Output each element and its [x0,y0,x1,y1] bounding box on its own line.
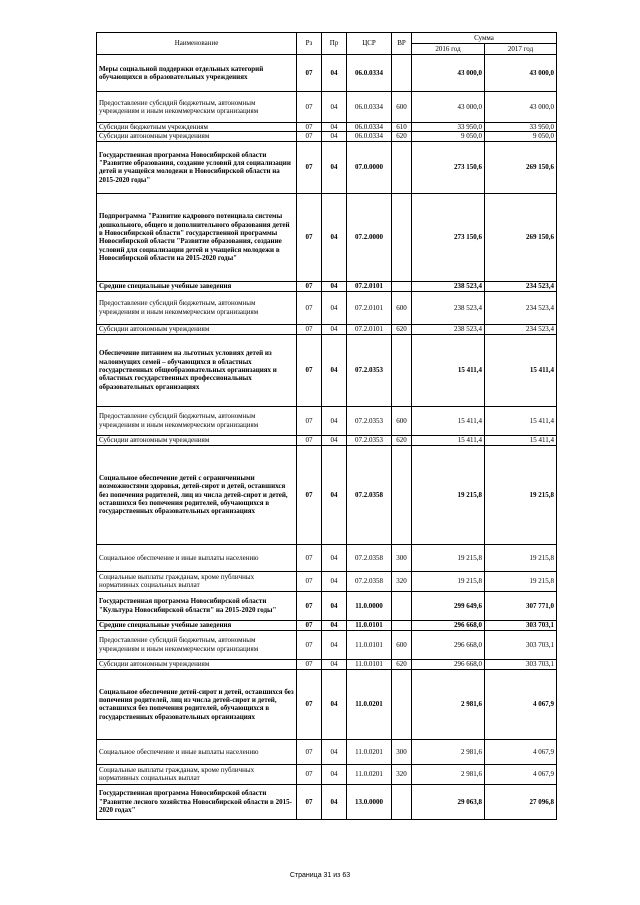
cell-name: Субсидии автономным учреждениям [97,659,297,669]
table-row [97,669,557,739]
cell-name: Социальное обеспечение детей с ограниченными возможностями здоровья, детей-сирот и детей, оставшихся без попечения родителей, лиц из числа детей-сирот и детей, оставшихся без попечения родителей, обучающихся в государственных образовательных организациях [97,445,297,544]
cell-s1: 43 000,0 [412,92,485,123]
cell-name: Средние специальные учебные заведения [97,620,297,630]
cell-s2: 234 523,4 [485,291,557,324]
cell-csr: 11.0.0201 [347,739,392,764]
header-vr: ВР [392,33,412,55]
cell-s2: 15 411,4 [485,406,557,435]
cell-rz: 07 [297,659,322,669]
cell-vr: 620 [392,435,412,445]
cell-pr: 04 [322,571,347,591]
cell-pr: 04 [322,324,347,334]
cell-s2: 4 067,9 [485,764,557,784]
cell-rz: 07 [297,739,322,764]
cell-vr: 600 [392,291,412,324]
cell-rz: 07 [297,435,322,445]
cell-name: Субсидии автономным учреждениям [97,435,297,445]
cell-vr: 620 [392,132,412,141]
cell-pr: 04 [322,55,347,92]
cell-pr: 04 [322,334,347,406]
cell-csr: 07.2.0101 [347,324,392,334]
cell-csr: 07.2.0353 [347,406,392,435]
cell-rz: 07 [297,334,322,406]
cell-rz: 07 [297,406,322,435]
header-year-2016: 2016 год [412,44,485,55]
cell-csr: 11.0.0101 [347,659,392,669]
table-row [97,445,557,544]
cell-name: Субсидии автономным учреждениям [97,324,297,334]
cell-s2: 19 215,8 [485,445,557,544]
cell-s2: 43 000,0 [485,92,557,123]
cell-pr: 04 [322,669,347,739]
cell-pr: 04 [322,132,347,141]
cell-vr [392,669,412,739]
cell-s1: 2 981,6 [412,669,485,739]
cell-name: Предоставление субсидий бюджетным, автономным учреждениям и иным некоммерческим организациям [97,92,297,123]
cell-rz: 07 [297,764,322,784]
table-row [97,291,557,324]
cell-name: Предоставление субсидий бюджетным, автономным учреждениям и иным некоммерческим организациям [97,291,297,324]
cell-rz: 07 [297,141,322,193]
header-rz: Рз [297,33,322,55]
cell-csr: 07.0.0000 [347,141,392,193]
header-pr: Пр [322,33,347,55]
cell-rz: 07 [297,571,322,591]
cell-vr [392,445,412,544]
cell-s1: 238 523,4 [412,281,485,291]
cell-name: Предоставление субсидий бюджетным, автономным учреждениям и иным некоммерческим организациям [97,630,297,659]
cell-rz: 07 [297,445,322,544]
cell-s2: 307 771,0 [485,591,557,620]
cell-vr: 300 [392,739,412,764]
cell-csr: 07.2.0358 [347,445,392,544]
table-row [97,334,557,406]
cell-name: Социальные выплаты гражданам, кроме публичных нормативных социальных выплат [97,571,297,591]
cell-pr: 04 [322,291,347,324]
cell-rz: 07 [297,784,322,819]
cell-vr [392,281,412,291]
cell-s1: 43 000,0 [412,55,485,92]
cell-name: Государственная программа Новосибирской области "Развитие образования, создание условий для социализации детей и учащейся молодежи в Новосибирской области на 2015-2020 годы" [97,141,297,193]
cell-s1: 296 668,0 [412,620,485,630]
page-number: Страница 31 из 63 [289,872,351,879]
cell-s2: 33 950,0 [485,123,557,132]
cell-vr: 600 [392,406,412,435]
cell-s2: 19 215,8 [485,571,557,591]
cell-s1: 238 523,4 [412,291,485,324]
cell-rz: 07 [297,55,322,92]
cell-rz: 07 [297,630,322,659]
table-row [97,435,557,445]
cell-csr: 06.0.0334 [347,132,392,141]
cell-name: Субсидии автономным учреждениям [97,132,297,141]
table-row [97,591,557,620]
cell-vr: 600 [392,630,412,659]
header-year-2017: 2017 год [485,44,557,55]
cell-name: Социальные выплаты гражданам, кроме публичных нормативных социальных выплат [97,764,297,784]
table-row [97,764,557,784]
cell-name: Подпрограмма "Развитие кадрового потенциала системы дошкольного, общего и дополнительного образования детей в Новосибирской области" государственной программы Новосибирской области "Развитие образования, создание условий для социализации детей и учащейся молодежи в Новосибирской области на 2015-2020 годы" [97,193,297,281]
cell-csr: 07.2.0101 [347,291,392,324]
cell-name: Социальное обеспечение и иные выплаты населению [97,739,297,764]
cell-name: Субсидии бюджетным учреждениям [97,123,297,132]
cell-vr [392,334,412,406]
cell-pr: 04 [322,193,347,281]
cell-csr: 06.0.0334 [347,123,392,132]
cell-csr: 11.0.0101 [347,630,392,659]
cell-s2: 303 703,1 [485,659,557,669]
cell-name: Предоставление субсидий бюджетным, автономным учреждениям и иным некоммерческим организациям [97,406,297,435]
table-row [97,571,557,591]
cell-csr: 11.0.0201 [347,669,392,739]
cell-s2: 234 523,4 [485,324,557,334]
cell-pr: 04 [322,544,347,571]
cell-vr [392,193,412,281]
cell-name: Социальное обеспечение и иные выплаты населению [97,544,297,571]
cell-s1: 33 950,0 [412,123,485,132]
cell-s1: 273 150,6 [412,193,485,281]
cell-rz: 07 [297,324,322,334]
cell-vr [392,55,412,92]
table-row [97,544,557,571]
cell-csr: 11.0.0000 [347,591,392,620]
cell-s1: 19 215,8 [412,544,485,571]
table-body [97,55,557,820]
cell-pr: 04 [322,630,347,659]
cell-s1: 296 668,0 [412,630,485,659]
cell-s2: 15 411,4 [485,334,557,406]
cell-s2: 19 215,8 [485,544,557,571]
cell-pr: 04 [322,141,347,193]
cell-s1: 15 411,4 [412,406,485,435]
cell-rz: 07 [297,591,322,620]
cell-pr: 04 [322,123,347,132]
cell-rz: 07 [297,123,322,132]
cell-s1: 19 215,8 [412,445,485,544]
table-row [97,281,557,291]
header-name: Наименование [97,33,297,55]
cell-csr: 07.2.0353 [347,334,392,406]
table-row [97,620,557,630]
cell-s1: 19 215,8 [412,571,485,591]
cell-name: Меры социальной поддержки отдельных категорий обучающихся в образовательных учреждениях [97,55,297,92]
cell-csr: 07.2.0353 [347,435,392,445]
cell-s2: 269 150,6 [485,141,557,193]
table-row [97,324,557,334]
cell-name: Средние специальные учебные заведения [97,281,297,291]
cell-pr: 04 [322,784,347,819]
cell-pr: 04 [322,764,347,784]
cell-rz: 07 [297,281,322,291]
cell-name: Социальное обеспечение детей-сирот и детей, оставшихся без попечения родителей, лиц из числа детей-сирот и детей, оставшихся без попечения родителей, обучающихся в государственных образовательных организациях [97,669,297,739]
cell-s2: 9 050,0 [485,132,557,141]
cell-rz: 07 [297,620,322,630]
cell-pr: 04 [322,435,347,445]
cell-pr: 04 [322,445,347,544]
cell-vr: 300 [392,544,412,571]
cell-s1: 9 050,0 [412,132,485,141]
cell-s2: 269 150,6 [485,193,557,281]
table-row [97,55,557,92]
cell-pr: 04 [322,739,347,764]
header-sum: Сумма [412,33,557,44]
cell-s1: 299 649,6 [412,591,485,620]
cell-csr: 07.2.0358 [347,544,392,571]
cell-s2: 4 067,9 [485,739,557,764]
cell-vr: 600 [392,92,412,123]
table-row [97,784,557,819]
cell-vr: 320 [392,571,412,591]
cell-rz: 07 [297,193,322,281]
table-row [97,132,557,141]
cell-s1: 15 411,4 [412,435,485,445]
cell-csr: 11.0.0101 [347,620,392,630]
cell-vr [392,784,412,819]
cell-csr: 06.0.0334 [347,55,392,92]
table-row [97,123,557,132]
cell-s2: 303 703,1 [485,630,557,659]
cell-s2: 234 523,4 [485,281,557,291]
cell-csr: 07.2.0000 [347,193,392,281]
cell-vr: 620 [392,324,412,334]
cell-vr [392,141,412,193]
cell-vr: 610 [392,123,412,132]
cell-name: Государственная программа Новосибирской области "Развитие лесного хозяйства Новосибирской области в 2015-2020 годах" [97,784,297,819]
cell-vr: 320 [392,764,412,784]
table-row [97,659,557,669]
cell-s2: 4 067,9 [485,669,557,739]
cell-s1: 2 981,6 [412,739,485,764]
cell-rz: 07 [297,132,322,141]
cell-rz: 07 [297,669,322,739]
cell-pr: 04 [322,406,347,435]
budget-table [96,32,557,820]
cell-s2: 27 096,8 [485,784,557,819]
cell-name: Обеспечение питанием на льготных условиях детей из малоимущих семей – обучающихся в областных государственных общеобразовательных организациях и областных государственных профессиональных образовательных организациях [97,334,297,406]
cell-vr [392,591,412,620]
cell-s1: 15 411,4 [412,334,485,406]
cell-pr: 04 [322,591,347,620]
cell-s1: 238 523,4 [412,324,485,334]
cell-s2: 303 703,1 [485,620,557,630]
cell-csr: 13.0.0000 [347,784,392,819]
table-row [97,92,557,123]
table-header [97,33,557,55]
cell-pr: 04 [322,620,347,630]
header-csr: ЦСР [347,33,392,55]
table-row [97,630,557,659]
cell-rz: 07 [297,92,322,123]
cell-name: Государственная программа Новосибирской области "Культура Новосибирской области" на 2015-2020 годы" [97,591,297,620]
cell-csr: 07.2.0101 [347,281,392,291]
cell-csr: 11.0.0201 [347,764,392,784]
cell-s1: 296 668,0 [412,659,485,669]
cell-vr: 620 [392,659,412,669]
table-row [97,739,557,764]
table-row [97,193,557,281]
cell-vr [392,620,412,630]
cell-rz: 07 [297,291,322,324]
cell-s2: 15 411,4 [485,435,557,445]
cell-s1: 2 981,6 [412,764,485,784]
cell-pr: 04 [322,281,347,291]
cell-s1: 29 063,8 [412,784,485,819]
table-row [97,141,557,193]
cell-pr: 04 [322,92,347,123]
cell-csr: 06.0.0334 [347,92,392,123]
cell-s1: 273 150,6 [412,141,485,193]
table-row [97,406,557,435]
cell-s2: 43 000,0 [485,55,557,92]
cell-pr: 04 [322,659,347,669]
cell-rz: 07 [297,544,322,571]
cell-csr: 07.2.0358 [347,571,392,591]
